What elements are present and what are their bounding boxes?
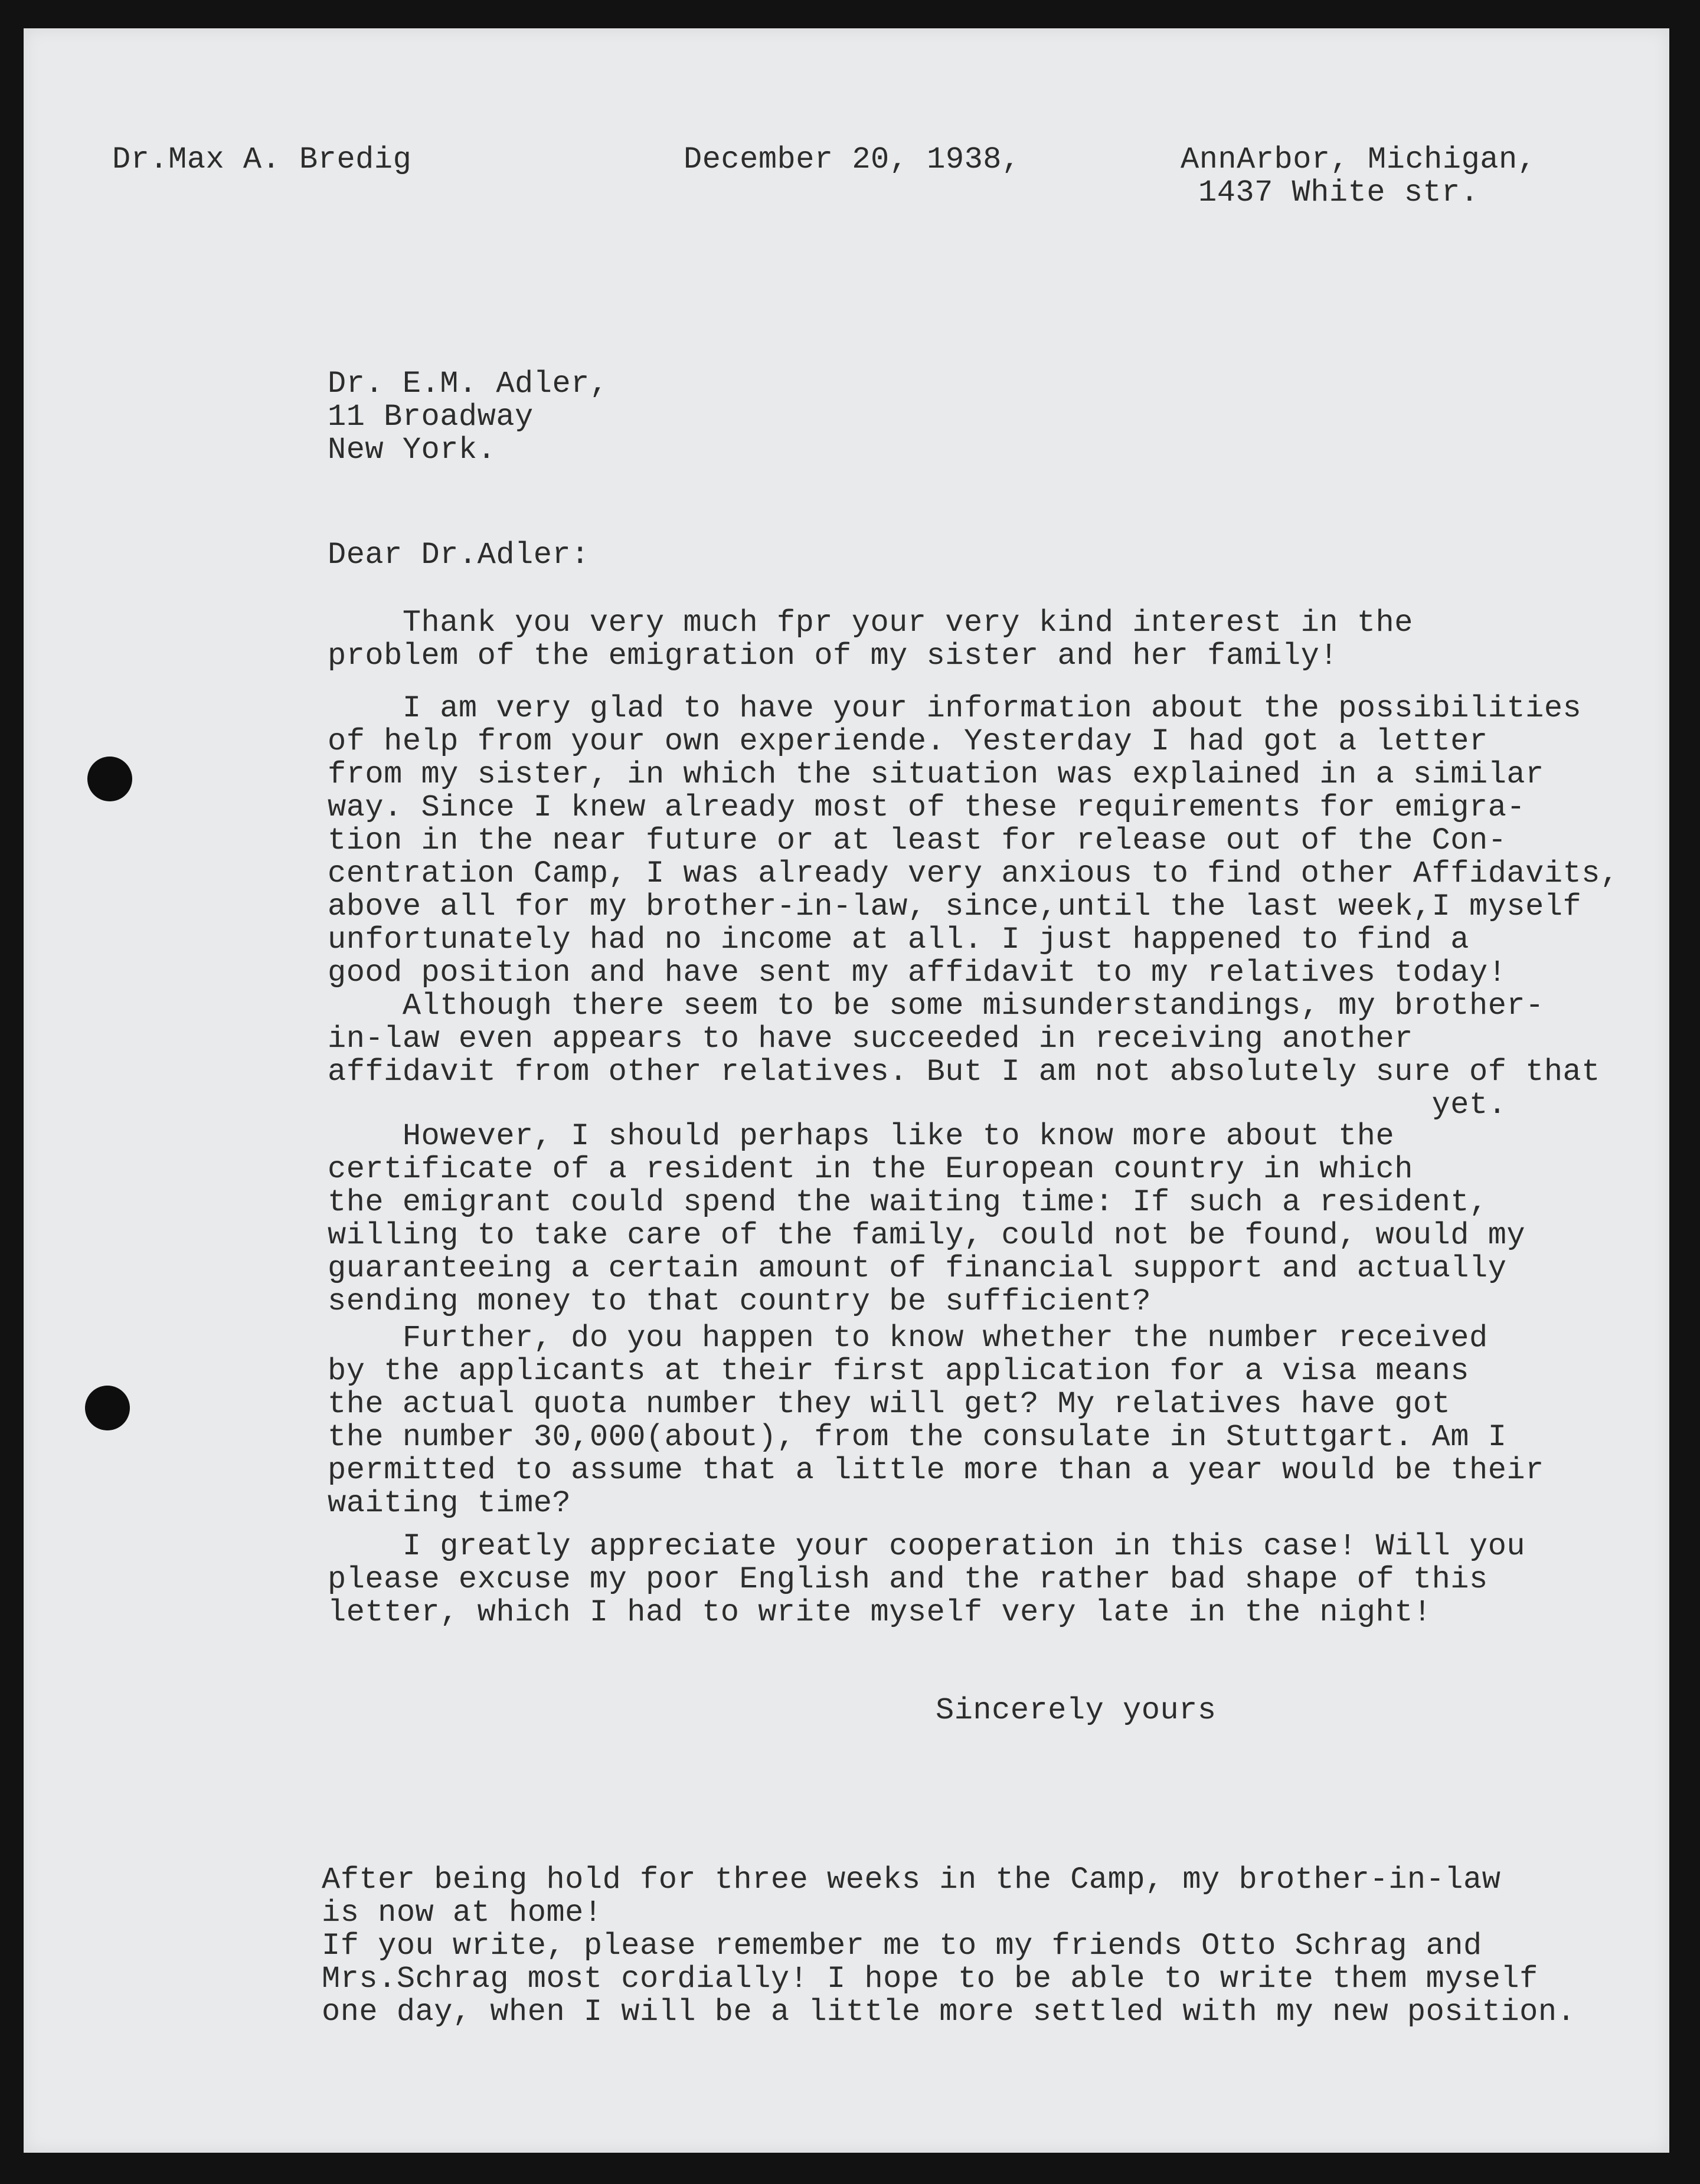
body-line: above all for my brother-in-law, since,until the last week,I myself [328, 889, 1582, 924]
body-line: centration Camp, I was already very anxious to find other Affidavits, [328, 856, 1619, 891]
body-line: I am very glad to have your information about the possibilities [328, 691, 1582, 726]
punch-hole-top [87, 757, 132, 801]
letter-date: December 20, 1938, [684, 142, 1021, 177]
body-line: unfortunately had no income at all. I just happened to find a [328, 922, 1470, 957]
salutation: Dear Dr.Adler: [328, 538, 590, 572]
sender-street: 1437 White str. [1198, 175, 1479, 210]
body-line: by the applicants at their first application for a visa means [328, 1354, 1470, 1389]
postscript-line: After being hold for three weeks in the Camp, my brother-in-law [322, 1862, 1501, 1897]
body-line: of help from your own experiende. Yesterday I had got a letter [328, 724, 1488, 759]
recipient-street: 11 Broadway [328, 400, 534, 434]
body-line: the number 30,000(about), from the consulate in Stuttgart. Am I [328, 1420, 1507, 1455]
postscript-line: one day, when I will be a little more settled with my new position. [322, 1995, 1576, 2029]
body-line: Thank you very much fpr your very kind interest in the [328, 605, 1413, 640]
body-line: yet. [328, 1088, 1507, 1122]
postscript-line: If you write, please remember me to my friends Otto Schrag and [322, 1928, 1482, 1963]
letter-page [24, 28, 1669, 2153]
postscript-line: is now at home! [322, 1895, 603, 1930]
sender-city: AnnArbor, Michigan, [1181, 142, 1536, 177]
body-line: problem of the emigration of my sister and her family! [328, 638, 1339, 673]
body-line: certificate of a resident in the European country in which [328, 1152, 1413, 1187]
body-line: Although there seem to be some misunderstandings, my brother- [328, 988, 1544, 1023]
body-line: sending money to that country be sufficient? [328, 1284, 1152, 1319]
recipient-name: Dr. E.M. Adler, [328, 366, 609, 401]
recipient-city: New York. [328, 433, 496, 467]
body-line: affidavit from other relatives. But I am not absolutely sure of that [328, 1055, 1600, 1089]
body-line: letter, which I had to write myself very late in the night! [328, 1595, 1432, 1630]
body-line: Further, do you happen to know whether the number received [328, 1321, 1488, 1355]
body-line: permitted to assume that a little more than a year would be their [328, 1453, 1544, 1488]
closing: Sincerely yours [936, 1693, 1217, 1728]
body-line: However, I should perhaps like to know more about the [328, 1119, 1395, 1154]
body-line: please excuse my poor English and the rather bad shape of this [328, 1562, 1488, 1597]
body-line: I greatly appreciate your cooperation in this case! Will you [328, 1529, 1526, 1564]
body-line: willing to take care of the family, could not be found, would my [328, 1218, 1526, 1253]
punch-hole-bottom [85, 1386, 130, 1430]
body-line: from my sister, in which the situation was explained in a similar [328, 757, 1544, 792]
body-line: guaranteeing a certain amount of financial support and actually [328, 1251, 1507, 1286]
body-line: the emigrant could spend the waiting time: If such a resident, [328, 1185, 1488, 1220]
body-line: good position and have sent my affidavit to my relatives today! [328, 955, 1507, 990]
sender-name: Dr.Max A. Bredig [112, 142, 412, 177]
body-line: waiting time? [328, 1486, 571, 1521]
body-line: tion in the near future or at least for release out of the Con- [328, 823, 1507, 858]
body-line: way. Since I knew already most of these requirements for emigra- [328, 790, 1526, 825]
body-line: in-law even appears to have succeeded in receiving another [328, 1021, 1413, 1056]
body-line: the actual quota number they will get? My relatives have got [328, 1387, 1451, 1422]
postscript-line: Mrs.Schrag most cordially! I hope to be able to write them myself [322, 1962, 1538, 1996]
